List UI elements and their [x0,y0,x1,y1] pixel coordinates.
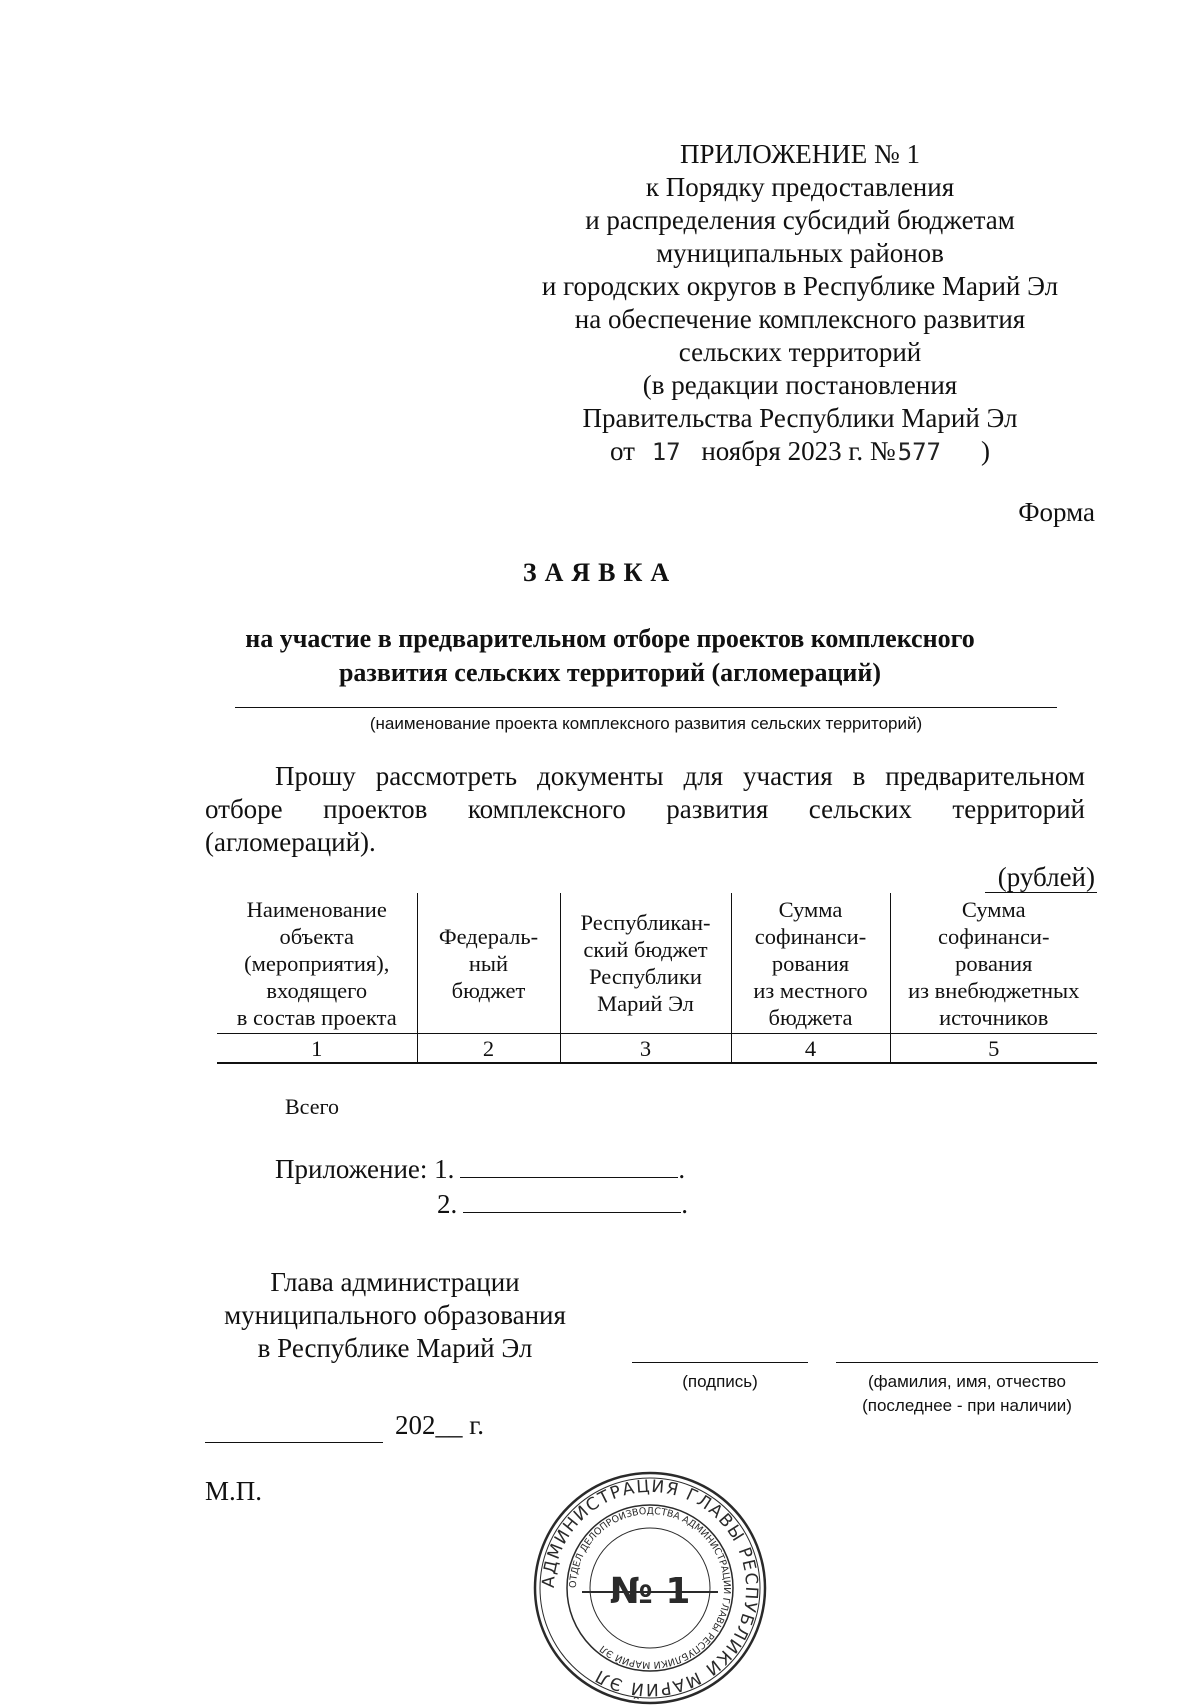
date-month-year: ноября 2023 г. № [701,436,896,466]
header-object-name: Наименование объекта (мероприятия), входящего в состав проекта [217,893,417,1034]
header-republic-budget: Республикан- ский бюджет Республики Марий Эл [560,893,731,1034]
project-name-field[interactable] [235,707,1057,708]
header-extrabudgetary-cofinancing: Сумма софинанси- рования из внебюджетных источников [890,893,1097,1034]
appendix-line: сельских территорий [678,337,922,367]
budget-table [217,893,1097,1064]
document-title: ЗАЯВКА [522,558,678,587]
seal-center-text: № 1 [609,1571,691,1612]
attachment-field-2[interactable] [463,1188,681,1213]
resolution-date [480,435,1120,469]
subtitle-line: развития сельских территорий (агломераций) [338,658,882,687]
appendix-line: и распределения субсидий бюджетам [585,205,1015,235]
signature-field[interactable] [632,1362,808,1363]
column-number: 1 [217,1034,417,1064]
table-number-row [217,1034,1097,1064]
column-number: 4 [731,1034,890,1064]
seal-outer-text: АДМИНИСТРАЦИЯ ГЛАВЫ РЕСПУБЛИКИ МАРИЙ ЭЛ [538,1476,762,1700]
resolution-number: 577 [897,438,942,466]
seal-inner-text: ОТДЕЛ ДЕЛОПРОИЗВОДСТВА АДМИНИСТРАЦИИ ГЛАВЫ РЕСПУБЛИКИ МАРИЙ ЭЛ [567,1505,733,1671]
stamp-place-label: М.П. [205,1476,263,1506]
table-header-row [217,893,1097,1034]
units-label: (рублей) [997,862,1095,892]
appendix-line: (в редакции постановления [642,370,958,400]
appendix-line: и городских округов в Республике Марий Эл [541,271,1059,301]
appendix-line: ПРИЛОЖЕНИЕ № 1 [679,139,921,169]
appendix-line: Правительства Республики Марий Эл [582,403,1018,433]
column-number: 5 [890,1034,1097,1064]
subtitle-line: на участие в предварительном отборе проектов комплексного [245,624,975,653]
appendix-line: на обеспечение комплексного развития [574,304,1026,334]
total-label: Всего [285,1094,339,1119]
form-label: Форма [1018,497,1095,527]
project-name-caption: (наименование проекта комплексного развития сельских территорий) [369,714,923,733]
attachment-number: 1. [434,1154,455,1184]
full-name-field[interactable] [836,1362,1098,1363]
attachment-field-1[interactable] [460,1153,678,1178]
signatory-title: Глава администрации муниципального образования в Республике Марий Эл [224,1267,566,1363]
date-field[interactable] [205,1442,383,1443]
date-day: 17 [651,438,681,466]
column-number: 2 [417,1034,560,1064]
appendix-line: к Порядку предоставления [645,172,955,202]
appendix-line: муниципальных районов [656,238,944,268]
attachments-label: Приложение: [275,1154,428,1184]
request-text: Прошу рассмотреть документы для участия в предварительном отборе проектов комплексного развития сельских территорий (агломераций). [205,761,1085,857]
attachment-number: 2. [437,1189,458,1219]
header-local-cofinancing: Сумма софинанси- рования из местного бюджета [731,893,890,1034]
date-prefix: от [609,436,635,466]
full-name-caption: (фамилия, имя, отчество (последнее - при наличии) [862,1372,1072,1415]
header-federal-budget: Федераль- ный бюджет [417,893,560,1034]
attachment-item-2: 2. . [437,1189,688,1219]
date-close: ) [981,436,991,466]
document-subtitle [180,622,1040,690]
signature-caption: (подпись) [682,1372,758,1391]
date-year: 202__ г. [395,1410,485,1440]
column-number: 3 [560,1034,731,1064]
official-seal [530,1468,770,1708]
attachment-item-1: Приложение: 1. . [275,1154,686,1184]
appendix-header [480,138,1120,469]
